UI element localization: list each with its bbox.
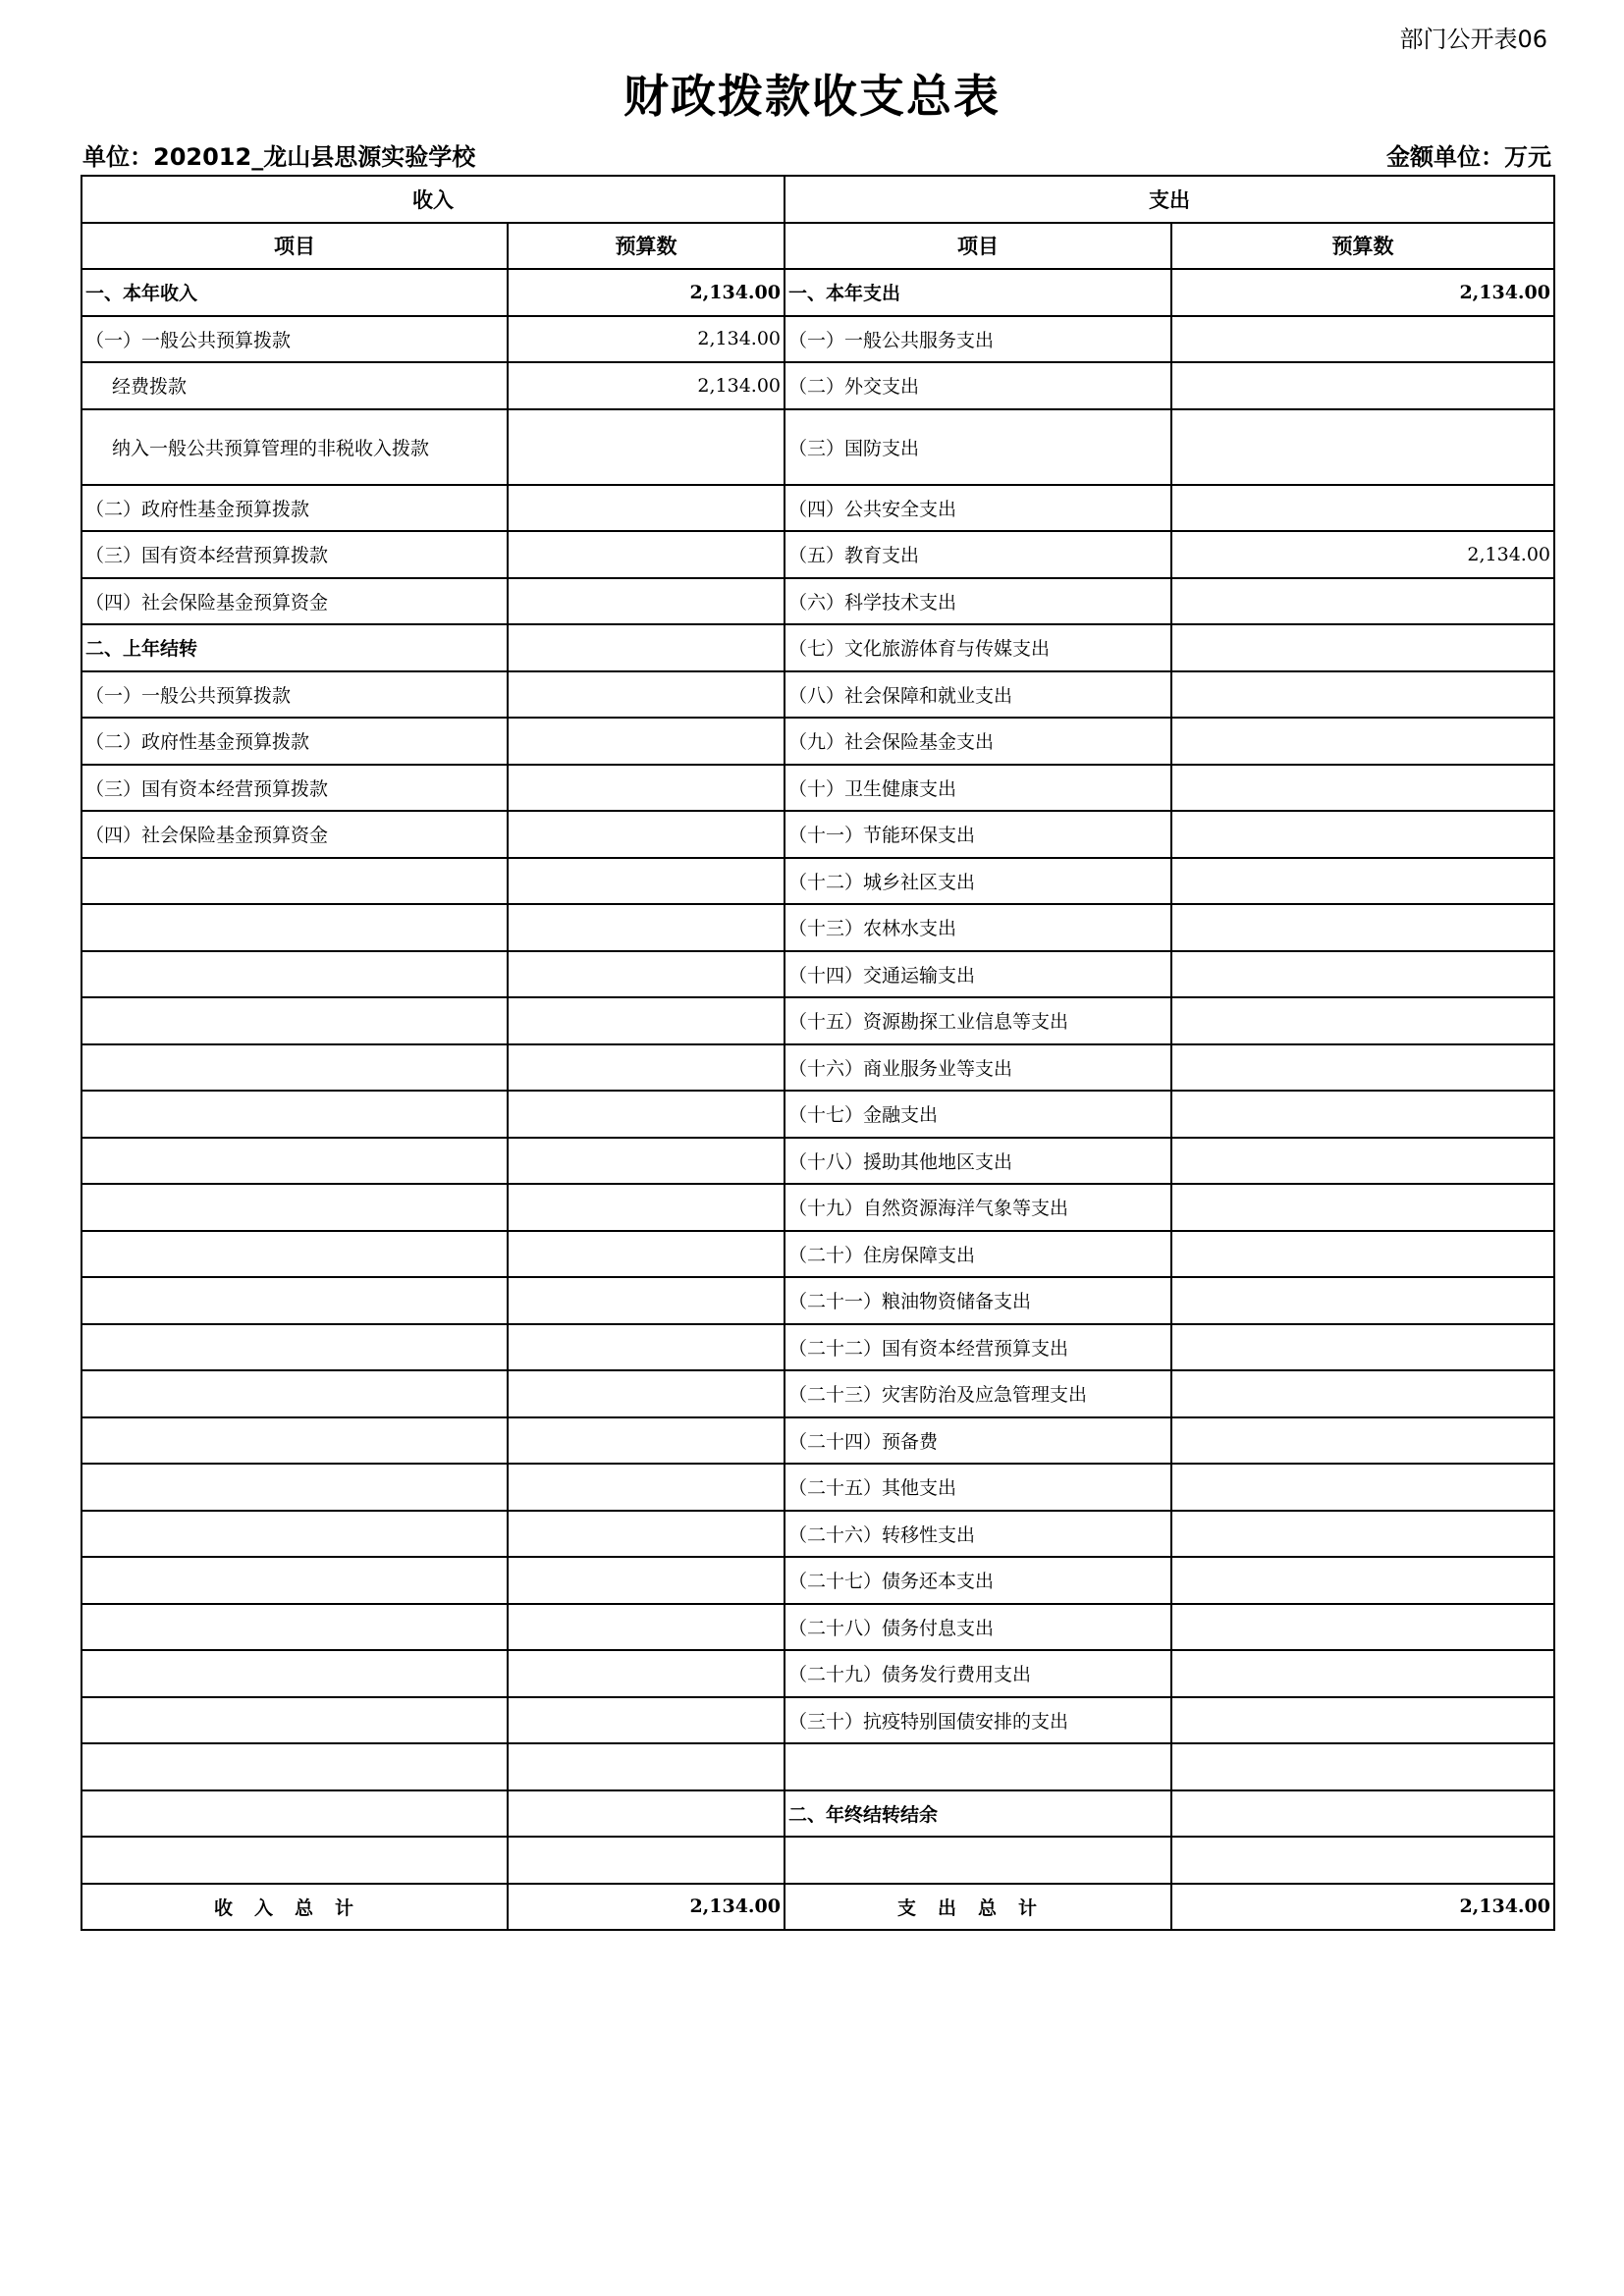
income-amount-cell (508, 531, 785, 578)
expense-item-cell: （二十四）预备费 (785, 1417, 1171, 1465)
expense-amount-cell (1171, 316, 1554, 363)
expense-item-cell: （五）教育支出 (785, 531, 1171, 578)
expense-amount-cell (1171, 1511, 1554, 1558)
income-item-cell: （三）国有资本经营预算拨款 (81, 765, 508, 812)
expense-amount-cell (1171, 1277, 1554, 1324)
expense-amount-cell (1171, 1231, 1554, 1278)
income-amount-cell (508, 858, 785, 905)
income-amount-cell: 2,134.00 (508, 362, 785, 409)
income-amount-cell (508, 1604, 785, 1651)
income-amount-cell (508, 1790, 785, 1838)
expense-amount-cell (1171, 1557, 1554, 1604)
table-row (81, 1650, 1554, 1697)
expense-item-cell: （十）卫生健康支出 (785, 765, 1171, 812)
income-total-label: 收入总计 (81, 1884, 508, 1931)
expense-amount-cell (1171, 1743, 1554, 1790)
table-row (81, 951, 1554, 998)
expense-item-cell: （六）科学技术支出 (785, 578, 1171, 625)
expense-item-cell: （二十二）国有资本经营预算支出 (785, 1324, 1171, 1371)
income-item-header: 项目 (81, 223, 508, 270)
expense-amount-cell (1171, 858, 1554, 905)
expense-budget-header: 预算数 (1171, 223, 1554, 270)
expense-amount-cell (1171, 1837, 1554, 1884)
expense-item-cell: （九）社会保险基金支出 (785, 718, 1171, 765)
income-section-header: 收入 (81, 176, 785, 223)
income-amount-cell (508, 1743, 785, 1790)
expense-item-cell: （十六）商业服务业等支出 (785, 1044, 1171, 1092)
table-row (81, 1743, 1554, 1790)
expense-item-cell (785, 1837, 1171, 1884)
expense-amount-cell (1171, 409, 1554, 485)
income-amount-cell (508, 1277, 785, 1324)
income-amount-cell (508, 624, 785, 671)
expense-item-cell: （十一）节能环保支出 (785, 811, 1171, 858)
table-row (81, 811, 1554, 858)
table-row (81, 316, 1554, 363)
table-row (81, 1184, 1554, 1231)
income-item-cell (81, 1231, 508, 1278)
table-row (81, 858, 1554, 905)
income-item-cell (81, 951, 508, 998)
expense-item-cell: （十七）金融支出 (785, 1091, 1171, 1138)
income-item-cell (81, 1790, 508, 1838)
income-amount-cell (508, 1697, 785, 1744)
expense-item-cell: （三）国防支出 (785, 409, 1171, 485)
income-item-cell (81, 1697, 508, 1744)
table-row (81, 1557, 1554, 1604)
income-amount-cell: 2,134.00 (508, 316, 785, 363)
income-amount-cell (508, 671, 785, 719)
table-row (81, 578, 1554, 625)
income-amount-cell (508, 1091, 785, 1138)
budget-table (81, 175, 1555, 1931)
table-row (81, 671, 1554, 719)
expense-amount-cell (1171, 1604, 1554, 1651)
income-total-amount: 2,134.00 (508, 1884, 785, 1931)
table-row (81, 1138, 1554, 1185)
expense-item-cell: 二、年终结转结余 (785, 1790, 1171, 1838)
income-amount-cell (508, 1511, 785, 1558)
table-row (81, 904, 1554, 951)
totals-row (81, 1884, 1554, 1931)
expense-amount-cell (1171, 578, 1554, 625)
income-item-cell (81, 1604, 508, 1651)
income-amount-cell (508, 951, 785, 998)
expense-item-cell: （十五）资源勘探工业信息等支出 (785, 997, 1171, 1044)
income-item-cell: 经费拨款 (81, 362, 508, 409)
table-row (81, 1231, 1554, 1278)
expense-amount-cell (1171, 1464, 1554, 1511)
income-amount-cell (508, 1837, 785, 1884)
expense-item-cell: （二十三）灾害防治及应急管理支出 (785, 1370, 1171, 1417)
income-amount-cell (508, 1650, 785, 1697)
income-amount-cell (508, 1138, 785, 1185)
form-number: 部门公开表06 (1399, 26, 1547, 53)
income-item-cell (81, 1138, 508, 1185)
income-item-cell: （二）政府性基金预算拨款 (81, 718, 508, 765)
expense-item-cell: （七）文化旅游体育与传媒支出 (785, 624, 1171, 671)
expense-item-cell: （八）社会保障和就业支出 (785, 671, 1171, 719)
expense-item-cell: （二十五）其他支出 (785, 1464, 1171, 1511)
table-row (81, 1604, 1554, 1651)
income-item-cell: （二）政府性基金预算拨款 (81, 485, 508, 532)
amount-unit-label: 金额单位：万元 (1386, 143, 1551, 171)
income-amount-cell (508, 1370, 785, 1417)
income-item-cell (81, 1837, 508, 1884)
expense-amount-cell (1171, 1184, 1554, 1231)
income-amount-cell (508, 1417, 785, 1465)
table-row (81, 1044, 1554, 1092)
expense-amount-cell (1171, 1650, 1554, 1697)
table-row (81, 718, 1554, 765)
expense-amount-cell (1171, 624, 1554, 671)
meta-bar (82, 137, 1551, 172)
expense-item-cell: （十二）城乡社区支出 (785, 858, 1171, 905)
expense-total-amount: 2,134.00 (1171, 1884, 1554, 1931)
income-item-cell: （一）一般公共预算拨款 (81, 671, 508, 719)
expense-item-cell: （二十八）债务付息支出 (785, 1604, 1171, 1651)
expense-amount-cell (1171, 1790, 1554, 1838)
table-row (81, 1370, 1554, 1417)
expense-item-cell: （十三）农林水支出 (785, 904, 1171, 951)
table-row (81, 485, 1554, 532)
income-item-cell: （一）一般公共预算拨款 (81, 316, 508, 363)
table-row (81, 624, 1554, 671)
income-item-cell: 二、上年结转 (81, 624, 508, 671)
income-item-cell (81, 1277, 508, 1324)
expense-amount-cell (1171, 1138, 1554, 1185)
expense-item-cell: （二十九）债务发行费用支出 (785, 1650, 1171, 1697)
expense-item-cell: （十八）援助其他地区支出 (785, 1138, 1171, 1185)
income-item-cell (81, 1557, 508, 1604)
income-amount-cell (508, 1184, 785, 1231)
income-amount-cell (508, 1044, 785, 1092)
income-item-cell (81, 1184, 508, 1231)
income-item-cell (81, 904, 508, 951)
expense-amount-cell (1171, 997, 1554, 1044)
expense-item-cell: （二十七）债务还本支出 (785, 1557, 1171, 1604)
expense-amount-cell (1171, 1044, 1554, 1092)
income-amount-cell (508, 485, 785, 532)
table-row (81, 1277, 1554, 1324)
expense-amount-cell (1171, 1417, 1554, 1465)
income-amount-cell (508, 904, 785, 951)
expense-item-cell: （二十一）粮油物资储备支出 (785, 1277, 1171, 1324)
income-amount-cell (508, 1324, 785, 1371)
table-row (81, 1511, 1554, 1558)
income-item-cell (81, 1743, 508, 1790)
expense-item-cell: 一、本年支出 (785, 269, 1171, 316)
page-title: 财政拨款收支总表 (623, 70, 1001, 123)
expense-amount-cell (1171, 1091, 1554, 1138)
income-item-cell (81, 1044, 508, 1092)
income-item-cell (81, 1464, 508, 1511)
expense-amount-cell (1171, 904, 1554, 951)
income-amount-cell (508, 811, 785, 858)
expense-item-cell: （二十）住房保障支出 (785, 1231, 1171, 1278)
table-row (81, 997, 1554, 1044)
income-budget-header: 预算数 (508, 223, 785, 270)
expense-section-header: 支出 (785, 176, 1554, 223)
expense-amount-cell (1171, 362, 1554, 409)
expense-amount-cell (1171, 1324, 1554, 1371)
income-item-cell: （四）社会保险基金预算资金 (81, 578, 508, 625)
expense-amount-cell (1171, 485, 1554, 532)
expense-item-cell (785, 1743, 1171, 1790)
income-item-cell (81, 1091, 508, 1138)
table-row (81, 531, 1554, 578)
table-body (81, 269, 1554, 1884)
income-item-cell: （四）社会保险基金预算资金 (81, 811, 508, 858)
income-amount-cell (508, 409, 785, 485)
expense-amount-cell (1171, 1370, 1554, 1417)
income-item-cell (81, 858, 508, 905)
income-item-cell (81, 1370, 508, 1417)
table-row (81, 269, 1554, 316)
income-item-cell: （三）国有资本经营预算拨款 (81, 531, 508, 578)
expense-amount-cell (1171, 811, 1554, 858)
expense-item-header: 项目 (785, 223, 1171, 270)
expense-item-cell: （十九）自然资源海洋气象等支出 (785, 1184, 1171, 1231)
income-amount-cell (508, 1557, 785, 1604)
table-row (81, 1417, 1554, 1465)
table-row (81, 1464, 1554, 1511)
expense-amount-cell: 2,134.00 (1171, 269, 1554, 316)
expense-total-label: 支出总计 (785, 1884, 1171, 1931)
expense-amount-cell (1171, 765, 1554, 812)
table-row (81, 1790, 1554, 1838)
income-item-cell (81, 997, 508, 1044)
expense-amount-cell (1171, 1697, 1554, 1744)
header-row-sections (81, 176, 1554, 223)
income-amount-cell (508, 997, 785, 1044)
expense-amount-cell (1171, 671, 1554, 719)
expense-item-cell: （二十六）转移性支出 (785, 1511, 1171, 1558)
unit-label: 单位：202012_龙山县思源实验学校 (82, 143, 476, 171)
income-amount-cell (508, 718, 785, 765)
expense-amount-cell (1171, 951, 1554, 998)
income-amount-cell (508, 765, 785, 812)
expense-item-cell: （三十）抗疫特别国债安排的支出 (785, 1697, 1171, 1744)
income-amount-cell (508, 1464, 785, 1511)
table-row (81, 1837, 1554, 1884)
table-row (81, 1091, 1554, 1138)
expense-item-cell: （二）外交支出 (785, 362, 1171, 409)
income-item-cell (81, 1324, 508, 1371)
income-item-cell: 一、本年收入 (81, 269, 508, 316)
income-item-cell (81, 1417, 508, 1465)
header-row-columns (81, 223, 1554, 270)
expense-item-cell: （四）公共安全支出 (785, 485, 1171, 532)
expense-item-cell: （十四）交通运输支出 (785, 951, 1171, 998)
income-item-cell (81, 1650, 508, 1697)
table-row (81, 1324, 1554, 1371)
table-row (81, 765, 1554, 812)
expense-amount-cell: 2,134.00 (1171, 531, 1554, 578)
table-row (81, 409, 1554, 485)
income-amount-cell (508, 578, 785, 625)
income-amount-cell: 2,134.00 (508, 269, 785, 316)
expense-amount-cell (1171, 718, 1554, 765)
income-item-cell: 纳入一般公共预算管理的非税收入拨款 (81, 409, 508, 485)
table-row (81, 362, 1554, 409)
table-row (81, 1697, 1554, 1744)
income-amount-cell (508, 1231, 785, 1278)
income-item-cell (81, 1511, 508, 1558)
expense-item-cell: （一）一般公共服务支出 (785, 316, 1171, 363)
